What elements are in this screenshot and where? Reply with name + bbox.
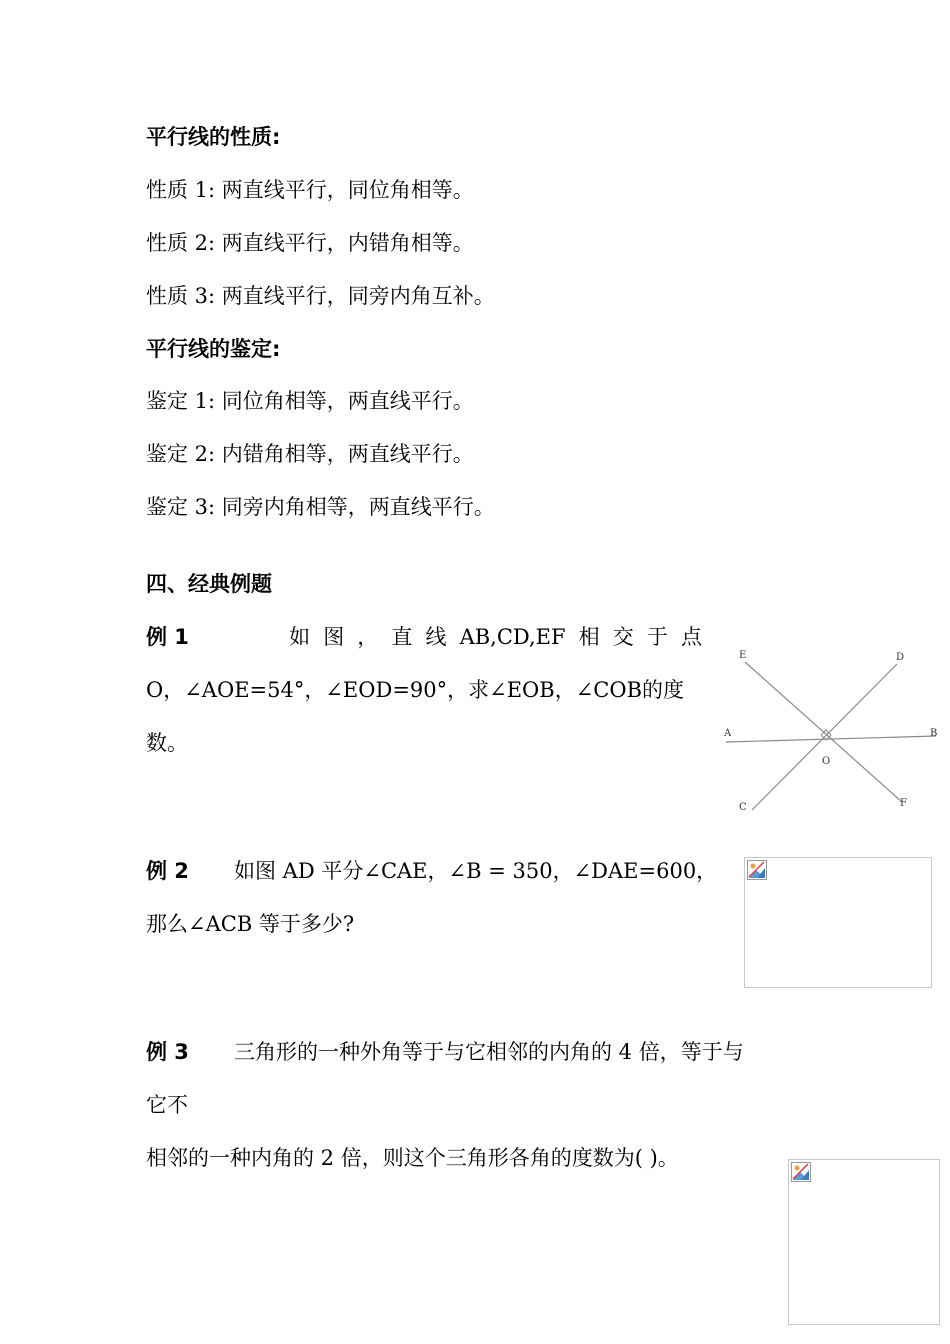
example-3-label: 例 3 <box>146 1040 189 1064</box>
example-1-line-3: 数。 <box>146 731 188 755</box>
broken-image-icon <box>747 860 767 880</box>
example-3-line-3: 相邻的一种内角的 2 倍，则这个三角形各角的度数为( )。 <box>146 1146 679 1170</box>
point-label-b: B <box>930 728 938 739</box>
example-1-label: 例 1 <box>146 625 189 649</box>
example-3-text: 三角形的一种外角等于与它相邻的内角的 4 倍，等于与 <box>234 1040 744 1064</box>
property-3: 性质 3: 两直线平行，同旁内角互补。 <box>146 284 495 308</box>
example-3-line-2: 它不 <box>146 1093 188 1117</box>
example-1-word: 于 <box>646 625 668 649</box>
image-placeholder <box>744 857 932 988</box>
point-label-f: F <box>900 798 907 809</box>
point-label-e: E <box>739 650 747 661</box>
criteria-heading: 平行线的鉴定: <box>146 337 281 361</box>
criterion-2: 鉴定 2: 内错角相等，两直线平行。 <box>146 442 474 466</box>
example-2-label: 例 2 <box>146 859 189 883</box>
example-1-word: 交 <box>612 625 634 649</box>
example-1-word: 线 <box>425 625 447 649</box>
point-label-a: A <box>724 728 732 739</box>
point-label-d: D <box>896 652 905 663</box>
example-2-text: 如图 AD 平分∠CAE，∠B = 350，∠DAE=600， <box>234 859 718 883</box>
examples-heading: 四、经典例题 <box>146 572 272 596</box>
example-1-word: AB,CD,EF <box>459 625 566 649</box>
example-2-line-1 <box>146 857 717 885</box>
broken-image-icon <box>791 1162 811 1182</box>
example-1-word: 图 <box>323 625 345 649</box>
example-1-line-1 <box>146 623 702 651</box>
property-2: 性质 2: 两直线平行，内错角相等。 <box>146 231 474 255</box>
property-1: 性质 1: 两直线平行，同位角相等。 <box>146 178 474 202</box>
line-cd <box>752 664 897 810</box>
example-1-word: 点 <box>680 625 702 649</box>
example-1-word: 如 <box>289 625 311 649</box>
example-2-line-2: 那么∠ACB 等于多少? <box>146 912 355 936</box>
example-1-line-2: O，∠AOE=54°，∠EOD=90°，求∠EOB，∠COB的度 <box>146 678 685 702</box>
point-label-o: O <box>822 756 831 767</box>
criterion-3: 鉴定 3: 同旁内角相等，两直线平行。 <box>146 495 495 519</box>
example-1-word: 相 <box>578 625 600 649</box>
image-placeholder <box>788 1159 940 1325</box>
properties-heading: 平行线的性质: <box>146 125 281 149</box>
example-1-word: ， <box>357 625 379 649</box>
intersecting-lines-figure <box>722 644 942 820</box>
example-1-word: 直 <box>391 625 413 649</box>
criterion-1: 鉴定 1: 同位角相等，两直线平行。 <box>146 389 474 413</box>
point-label-c: C <box>739 802 747 813</box>
example-3-line-1 <box>146 1038 744 1066</box>
